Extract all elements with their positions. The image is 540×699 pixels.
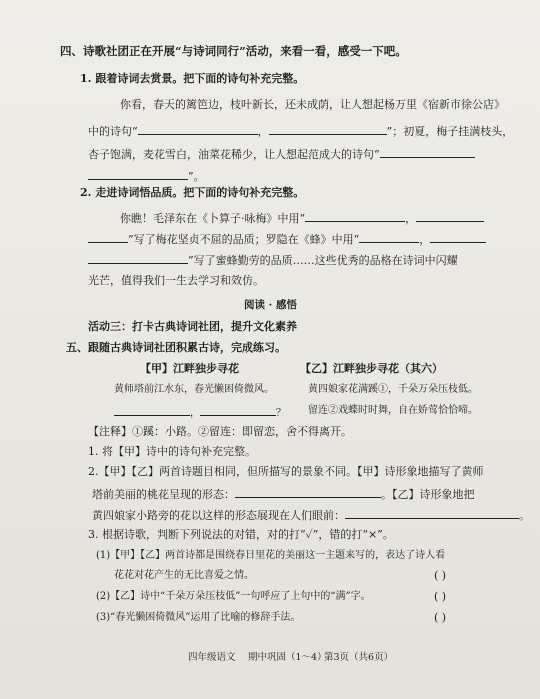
q5-3-item3: (3)“春光懒困倚微风”运用了比喻的修辞手法。 bbox=[96, 612, 301, 623]
answer-blank[interactable] bbox=[269, 123, 387, 135]
q4-1-title: 1. 跟着诗词去赏景。把下面的诗句补充完整。 bbox=[80, 72, 305, 85]
poem-b-title: 【乙】江畔独步寻花（其六） bbox=[300, 362, 443, 375]
q4-2-text-line1 bbox=[120, 210, 484, 226]
poem-a-title: 【甲】江畔独步寻花 bbox=[140, 362, 239, 375]
text: ， bbox=[257, 125, 269, 138]
q4-1-text-line4 bbox=[88, 168, 205, 184]
section4-heading: 四、诗歌社团正在开展“与诗词同行”活动，来看一看，感受一下吧。 bbox=[60, 44, 407, 58]
answer-blank[interactable] bbox=[114, 404, 190, 416]
answer-blank[interactable] bbox=[416, 210, 484, 222]
text: ， bbox=[419, 233, 431, 246]
activity3-title: 活动三：打卡古典诗词社团，提升文化素养 bbox=[88, 320, 297, 333]
answer-bracket[interactable]: ( ) bbox=[434, 569, 447, 582]
q5-1: 1. 将【甲】诗中的诗句补充完整。 bbox=[88, 445, 256, 458]
annotation-note: 【注释】①蹊：小路。②留连：即留恋，舍不得离开。 bbox=[88, 425, 352, 438]
text: 你瞧！毛泽东在《卜算子·咏梅》中用“ bbox=[120, 212, 306, 225]
text: ”写了蜜蜂勤劳的品质……这些优秀的品格在诗词中闪耀 bbox=[188, 254, 458, 267]
text: 中的诗句“ bbox=[88, 125, 138, 138]
q4-2-title: 2. 走进诗词悟品质。把下面的诗句补充完整。 bbox=[80, 186, 305, 199]
q5-2-line3 bbox=[92, 507, 530, 523]
q4-1-text-line1: 你看，春天的篱笆边，枝叶新长，还未成荫，让人想起杨万里《宿新市徐公店》 bbox=[120, 98, 505, 111]
answer-blank[interactable] bbox=[88, 168, 188, 180]
q4-2-text-line4: 光芒，值得我们一生去学习和效仿。 bbox=[88, 274, 264, 287]
q4-2-text-line3 bbox=[88, 252, 458, 268]
q5-3-item2: (2)【乙】诗中“千朵万朵压枝低”一句呼应了上句中的“满”字。 bbox=[96, 591, 371, 602]
answer-blank[interactable] bbox=[88, 252, 188, 264]
section5-heading: 五、跟随古典诗词社团积累古诗，完成练习。 bbox=[66, 341, 286, 354]
footer-exam: 期中巩固（1～4） bbox=[248, 652, 327, 663]
text: 杏子饱满，麦花雪白，油菜花稀少，让人想起范成大的诗句“ bbox=[88, 148, 380, 161]
text: 。【乙】诗形象地把 bbox=[381, 488, 475, 501]
answer-blank[interactable] bbox=[380, 146, 475, 158]
q4-1-text-line3 bbox=[88, 146, 475, 162]
q5-3-title: 3. 根据诗歌，判断下列说法的对错，对的打“✓”，错的打“×”。 bbox=[88, 528, 394, 541]
poem-a-line2 bbox=[114, 404, 286, 421]
text: ， bbox=[190, 408, 200, 419]
answer-blank[interactable] bbox=[200, 404, 276, 416]
reading-heading: 阅读 · 感悟 bbox=[244, 299, 297, 311]
text: 黄四娘家小路旁的花以这样的形态展现在人们眼前： bbox=[92, 509, 345, 522]
answer-blank[interactable] bbox=[88, 231, 128, 243]
answer-blank[interactable] bbox=[359, 231, 419, 243]
text: 塔前美丽的桃花呈现的形态： bbox=[92, 488, 235, 501]
q5-3-item1-line2: 花花对花产生的无比喜爱之情。 bbox=[114, 570, 254, 581]
q5-2-line1: 2.【甲】【乙】两首诗题目相同，但所描写的景象不同。【甲】诗形象地描写了黄师 bbox=[88, 465, 484, 478]
q5-2-line2 bbox=[92, 486, 475, 502]
answer-blank[interactable] bbox=[305, 210, 405, 222]
answer-blank[interactable] bbox=[345, 507, 519, 519]
poem-a-line1: 黄师塔前江水东，春光懒困倚微风。 bbox=[114, 384, 274, 395]
q4-1-text-line2 bbox=[88, 123, 513, 139]
answer-blank[interactable] bbox=[138, 123, 258, 135]
q4-2-text-line2 bbox=[88, 231, 486, 247]
q5-3-item1-line1: (1)【甲】【乙】两首诗都是围绕春日里花的美丽这一主题来写的，表达了诗人看 bbox=[96, 550, 446, 561]
text: ？ bbox=[276, 408, 286, 419]
text: ”。 bbox=[188, 170, 205, 183]
answer-bracket[interactable]: ( ) bbox=[434, 611, 447, 624]
text: ”写了梅花坚贞不屈的品质；罗隐在《蜂》中用“ bbox=[128, 233, 360, 246]
answer-blank[interactable] bbox=[430, 231, 486, 243]
text: ， bbox=[405, 212, 417, 225]
poem-b-line2: 留连②戏蝶时时舞，自在娇莺恰恰啼。 bbox=[308, 405, 478, 416]
footer-page-number: 第3页（共6页） bbox=[324, 652, 394, 663]
answer-bracket[interactable]: ( ) bbox=[434, 590, 447, 603]
text: 。 bbox=[519, 509, 530, 522]
answer-blank[interactable] bbox=[235, 486, 381, 498]
poem-b-line1: 黄四娘家花满蹊①，千朵万朵压枝低。 bbox=[308, 384, 478, 395]
text: ”；初夏，梅子挂满枝头， bbox=[386, 125, 514, 138]
footer-grade: 四年级语文 bbox=[188, 652, 236, 663]
